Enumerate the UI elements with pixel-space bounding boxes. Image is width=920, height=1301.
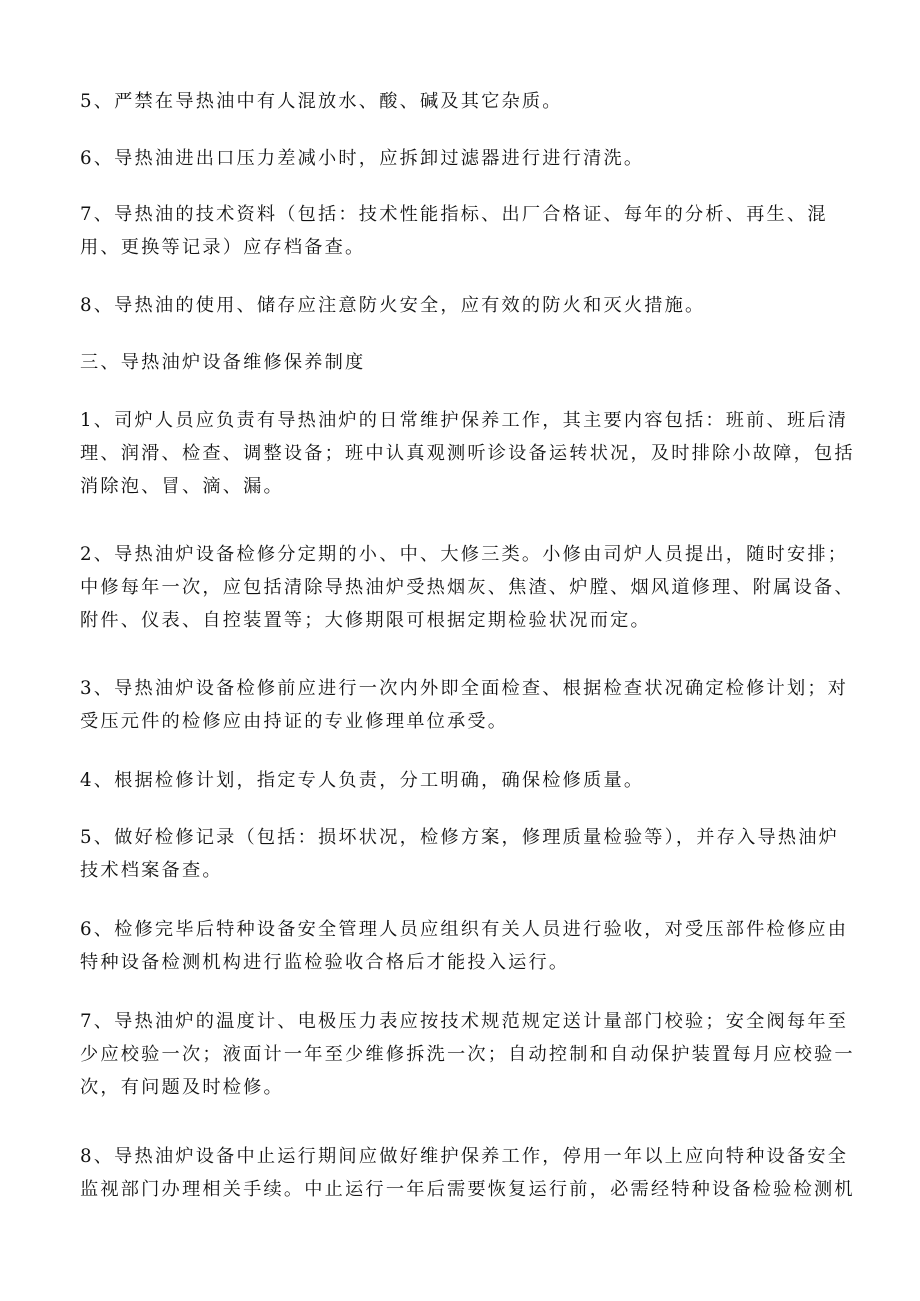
paragraph-oil-item-7 (80, 198, 850, 264)
paragraph-maint-item-8 (80, 1140, 855, 1206)
text-line: 理、润滑、检查、调整设备；班中认真观测听诊设备运转状况，及时排除小故障，包括 (80, 443, 855, 464)
text-line: 8、导热油的使用、储存应注意防火安全，应有效的防火和灭火措施。 (80, 295, 706, 316)
text-line: 次，有问题及时检修。 (80, 1077, 284, 1098)
paragraph-maint-item-4 (80, 764, 850, 797)
text-line: 3、导热油炉设备检修前应进行一次内外即全面检查、根据检查状况确定检修计划；对 (80, 678, 849, 699)
text-line: 6、检修完毕后特种设备安全管理人员应组织有关人员进行验收，对受压部件检修应由 (80, 919, 849, 940)
text-line: 6、导热油进出口压力差减小时，应拆卸过滤器进行进行清洗。 (80, 148, 645, 169)
text-line: 消除泡、冒、滴、漏。 (80, 476, 284, 497)
paragraph-maint-item-6 (80, 913, 850, 979)
text-line: 5、做好检修记录（包括：损坏状况，检修方案，修理质量检验等），并存入导热油炉 (80, 827, 840, 848)
section-heading (80, 346, 850, 379)
text-line: 8、导热油炉设备中止运行期间应做好维护保养工作，停用一年以上应向特种设备安全 (80, 1146, 849, 1167)
text-line: 4、根据检修计划，指定专人负责，分工明确，确保检修质量。 (80, 770, 645, 791)
paragraph-maint-item-5 (80, 821, 850, 887)
text-line: 7、导热油炉的温度计、电极压力表应按技术规范规定送计量部门校验；安全阀每年至 (80, 1011, 849, 1032)
text-line: 2、导热油炉设备检修分定期的小、中、大修三类。小修由司炉人员提出，随时安排； (80, 544, 849, 565)
text-line: 5、严禁在导热油中有人混放水、酸、碱及其它杂质。 (80, 91, 563, 112)
text-line: 特种设备检测机构进行监检验收合格后才能投入运行。 (80, 952, 570, 973)
text-line: 监视部门办理相关手续。中止运行一年后需要恢复运行前，必需经特种设备检验检测机 (80, 1179, 855, 1200)
text-line: 用、更换等记录）应存档备查。 (80, 237, 366, 258)
paragraph-oil-item-5 (80, 85, 850, 118)
text-line: 1、司炉人员应负责有导热油炉的日常维护保养工作，其主要内容包括：班前、班后清 (80, 410, 849, 431)
paragraph-maint-item-3 (80, 672, 850, 738)
paragraph-maint-item-7 (80, 1005, 855, 1104)
text-line: 受压元件的检修应由持证的专业修理单位承受。 (80, 711, 509, 732)
paragraph-maint-item-2 (80, 538, 855, 637)
paragraph-maint-item-1 (80, 404, 855, 503)
paragraph-oil-item-8 (80, 289, 850, 322)
text-line: 技术档案备查。 (80, 860, 223, 881)
text-line: 附件、仪表、自控装置等；大修期限可根据定期检验状况而定。 (80, 610, 651, 631)
paragraph-oil-item-6 (80, 142, 850, 175)
section-heading-text: 三、导热油炉设备维修保养制度 (80, 352, 366, 373)
text-line: 少应校验一次；液面计一年至少维修拆洗一次；自动控制和自动保护装置每月应校验一 (80, 1044, 855, 1065)
text-line: 中修每年一次，应包括清除导热油炉受热烟灰、焦渣、炉膛、烟风道修理、附属设备、 (80, 577, 855, 598)
text-line: 7、导热油的技术资料（包括：技术性能指标、出厂合格证、每年的分析、再生、混 (80, 204, 828, 225)
